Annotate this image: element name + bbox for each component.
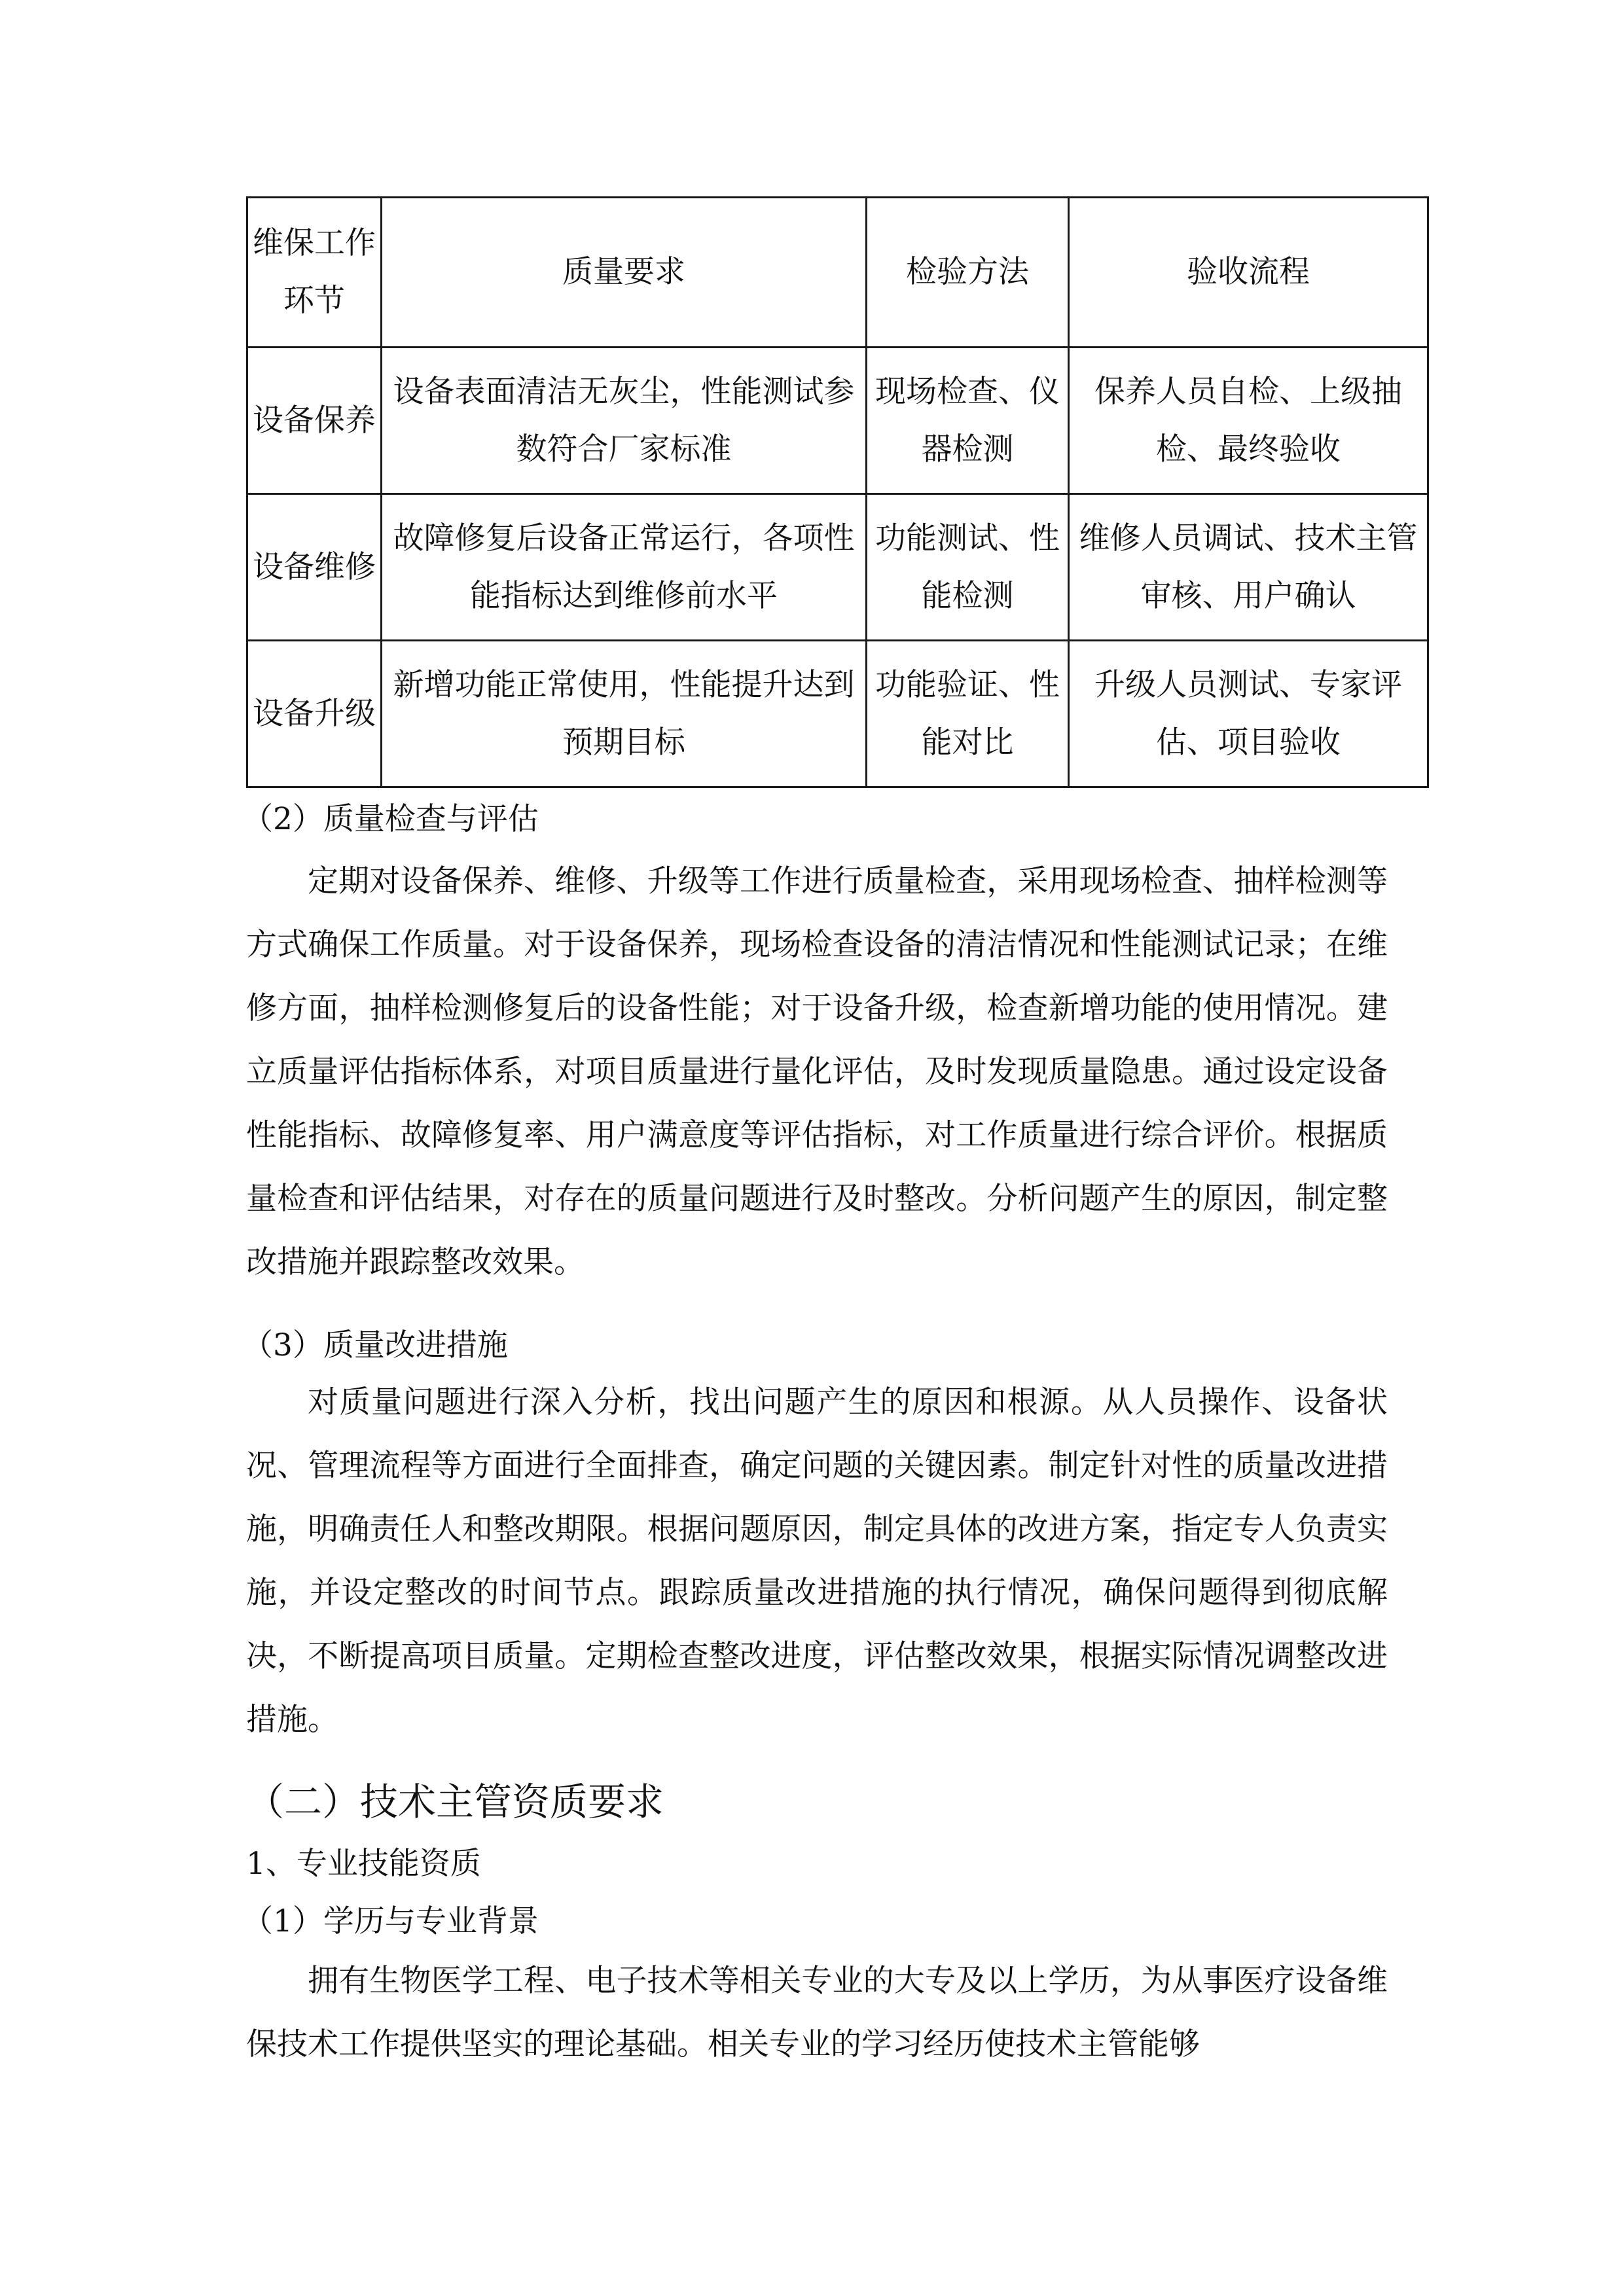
table-row bbox=[247, 348, 1428, 494]
paragraph-quality-improvement: 对质量问题进行深入分析，找出问题产生的原因和根源。从人员操作、设备状况、管理流程等方面进行全面排查，确定问题的关键因素。制定针对性的质量改进措施，明确责任人和整改期限。根据问题原因，制定具体的改进方案，指定专人负责实施，并设定整改的时间节点。跟踪质量改进措施的执行情况，确保问题得到彻底解决，不断提高项目质量。定期检查整改进度，评估整改效果，根据实际情况调整改进措施。 bbox=[246, 1384, 1388, 1738]
table-cell: 功能测试、性能检测 bbox=[867, 494, 1069, 641]
subheading-education-background: （1）学历与专业背景 bbox=[242, 1903, 539, 1939]
table-cell: 保养人员自检、上级抽检、最终验收 bbox=[1069, 348, 1428, 494]
table-header-cell: 检验方法 bbox=[867, 198, 1069, 348]
table-header-cell: 验收流程 bbox=[1069, 198, 1428, 348]
paragraph-quality-check: 定期对设备保养、维修、升级等工作进行质量检查，采用现场检查、抽样检测等方式确保工作质量。对于设备保养，现场检查设备的清洁情况和性能测试记录；在维修方面，抽样检测修复后的设备性能；对于设备升级，检查新增功能的使用情况。建立质量评估指标体系，对项目质量进行量化评估，及时发现质量隐患。通过设定设备性能指标、故障修复率、用户满意度等评估指标，对工作质量进行综合评价。根据质量检查和评估结果，对存在的质量问题进行及时整改。分析问题产生的原因，制定整改措施并跟踪整改效果。 bbox=[246, 863, 1388, 1280]
table-header-row bbox=[247, 198, 1428, 348]
table-row bbox=[247, 641, 1428, 787]
table-row bbox=[247, 494, 1428, 641]
table-cell: 升级人员测试、专家评估、项目验收 bbox=[1069, 641, 1428, 787]
table-header-cell: 质量要求 bbox=[382, 198, 867, 348]
chapter-heading-supervisor-qualifications: （二）技术主管资质要求 bbox=[246, 1780, 664, 1824]
table-cell: 新增功能正常使用，性能提升达到预期目标 bbox=[382, 641, 867, 787]
table-cell: 设备保养 bbox=[247, 348, 382, 494]
table-cell: 功能验证、性能对比 bbox=[867, 641, 1069, 787]
subheading-professional-skills: 1、专业技能资质 bbox=[246, 1846, 481, 1882]
table-cell: 设备维修 bbox=[247, 494, 382, 641]
table-cell: 设备升级 bbox=[247, 641, 382, 787]
table-cell: 设备表面清洁无灰尘，性能测试参数符合厂家标准 bbox=[382, 348, 867, 494]
quality-table bbox=[246, 196, 1429, 788]
paragraph-education-background: 拥有生物医学工程、电子技术等相关专业的大专及以上学历，为从事医疗设备维保技术工作提供坚实的理论基础。相关专业的学习经历使技术主管能够 bbox=[246, 1963, 1388, 2062]
section-heading-quality-check: （2）质量检查与评估 bbox=[242, 801, 539, 837]
table-cell: 故障修复后设备正常运行，各项性能指标达到维修前水平 bbox=[382, 494, 867, 641]
table-header-cell: 维保工作环节 bbox=[247, 198, 382, 348]
table-cell: 现场检查、仪器检测 bbox=[867, 348, 1069, 494]
section-heading-quality-improvement: （3）质量改进措施 bbox=[242, 1327, 508, 1363]
table-cell: 维修人员调试、技术主管审核、用户确认 bbox=[1069, 494, 1428, 641]
